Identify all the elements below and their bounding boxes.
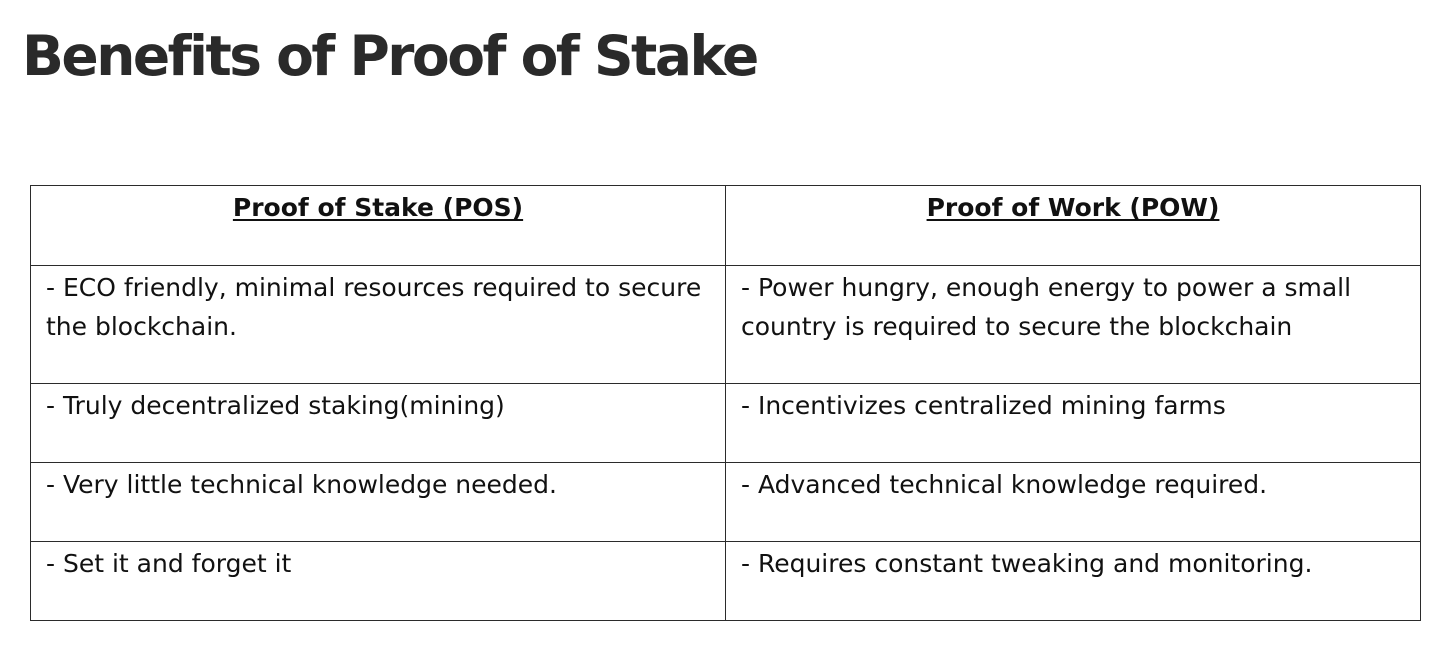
pow-cell: - Power hungry, enough energy to power a small country is required to secure the blockchain: [726, 266, 1421, 384]
comparison-table: [30, 185, 1421, 621]
pow-cell: - Advanced technical knowledge required.: [726, 463, 1421, 542]
pos-cell: - Truly decentralized staking(mining): [31, 384, 726, 463]
pow-cell: - Requires constant tweaking and monitoring.: [726, 542, 1421, 621]
table-row: [31, 384, 1421, 463]
page-title: Benefits of Proof of Stake: [22, 24, 757, 88]
table-row: [31, 463, 1421, 542]
table-header-row: [31, 186, 1421, 266]
pos-cell: - ECO friendly, minimal resources required to secure the blockchain.: [31, 266, 726, 384]
pos-cell: - Very little technical knowledge needed.: [31, 463, 726, 542]
pos-cell: - Set it and forget it: [31, 542, 726, 621]
header-proof-of-stake: Proof of Stake (POS): [31, 186, 726, 266]
table-row: [31, 266, 1421, 384]
pow-cell: - Incentivizes centralized mining farms: [726, 384, 1421, 463]
table-row: [31, 542, 1421, 621]
header-proof-of-work: Proof of Work (POW): [726, 186, 1421, 266]
